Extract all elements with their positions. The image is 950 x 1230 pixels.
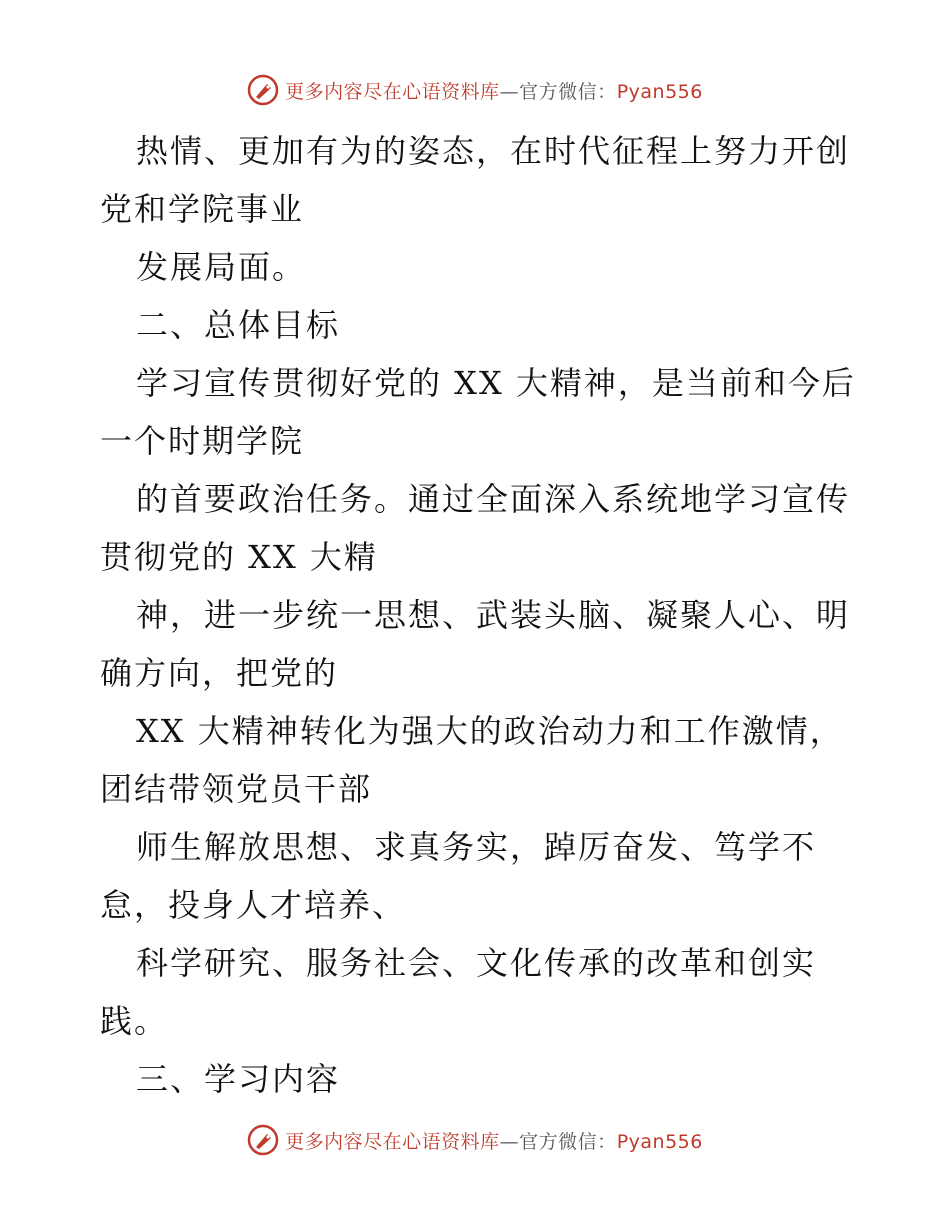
pen-nib-logo-icon <box>247 1124 279 1156</box>
watermark-separator: — <box>499 1130 520 1153</box>
watermark-site: 更多内容尽在心语资料库 <box>285 1130 500 1153</box>
text-line: 发展局面。 <box>136 248 307 286</box>
watermark-wechat-label: 官方微信： <box>519 80 617 103</box>
watermark-separator: — <box>499 80 520 103</box>
document-body <box>100 122 890 1108</box>
text-line: 学习宣传贯彻好党的 XX 大精神，是当前和今后 <box>136 364 856 402</box>
watermark-site: 更多内容尽在心语资料库 <box>285 80 500 103</box>
text-line: 党和学院事业 <box>100 190 305 228</box>
text-line: 科学研究、服务社会、文化传承的改革和创实 <box>136 944 817 982</box>
text-line: XX 大精神转化为强大的政治动力和工作激情， <box>136 712 844 750</box>
text-line: 一个时期学院 <box>100 422 305 460</box>
text-line: 三、学习内容 <box>136 1060 341 1098</box>
text-line: 师生解放思想、求真务实，踔厉奋发、笃学不 <box>136 828 817 866</box>
text-line: 二、总体目标 <box>136 306 341 344</box>
watermark-wechat-label: 官方微信： <box>519 1130 617 1153</box>
text-line: 神，进一步统一思想、武装头脑、凝聚人心、明 <box>136 596 851 634</box>
watermark-text <box>285 77 703 104</box>
watermark-text <box>285 1127 703 1154</box>
text-line: 的首要政治任务。通过全面深入系统地学习宣传 <box>136 480 851 518</box>
text-line: 贯彻党的 XX 大精 <box>100 538 378 576</box>
footer-watermark <box>0 1120 950 1160</box>
text-line: 热情、更加有为的姿态，在时代征程上努力开创 <box>136 132 851 170</box>
watermark-wechat-id: Pyan556 <box>616 1130 703 1153</box>
watermark-wechat-id: Pyan556 <box>616 80 703 103</box>
text-line: 确方向，把党的 <box>100 654 339 692</box>
text-line: 怠，投身人才培养、 <box>100 886 407 924</box>
text-line: 团结带领党员干部 <box>100 770 373 808</box>
text-line: 践。 <box>100 1002 169 1040</box>
pen-nib-logo-icon <box>247 74 279 106</box>
header-watermark <box>0 70 950 110</box>
